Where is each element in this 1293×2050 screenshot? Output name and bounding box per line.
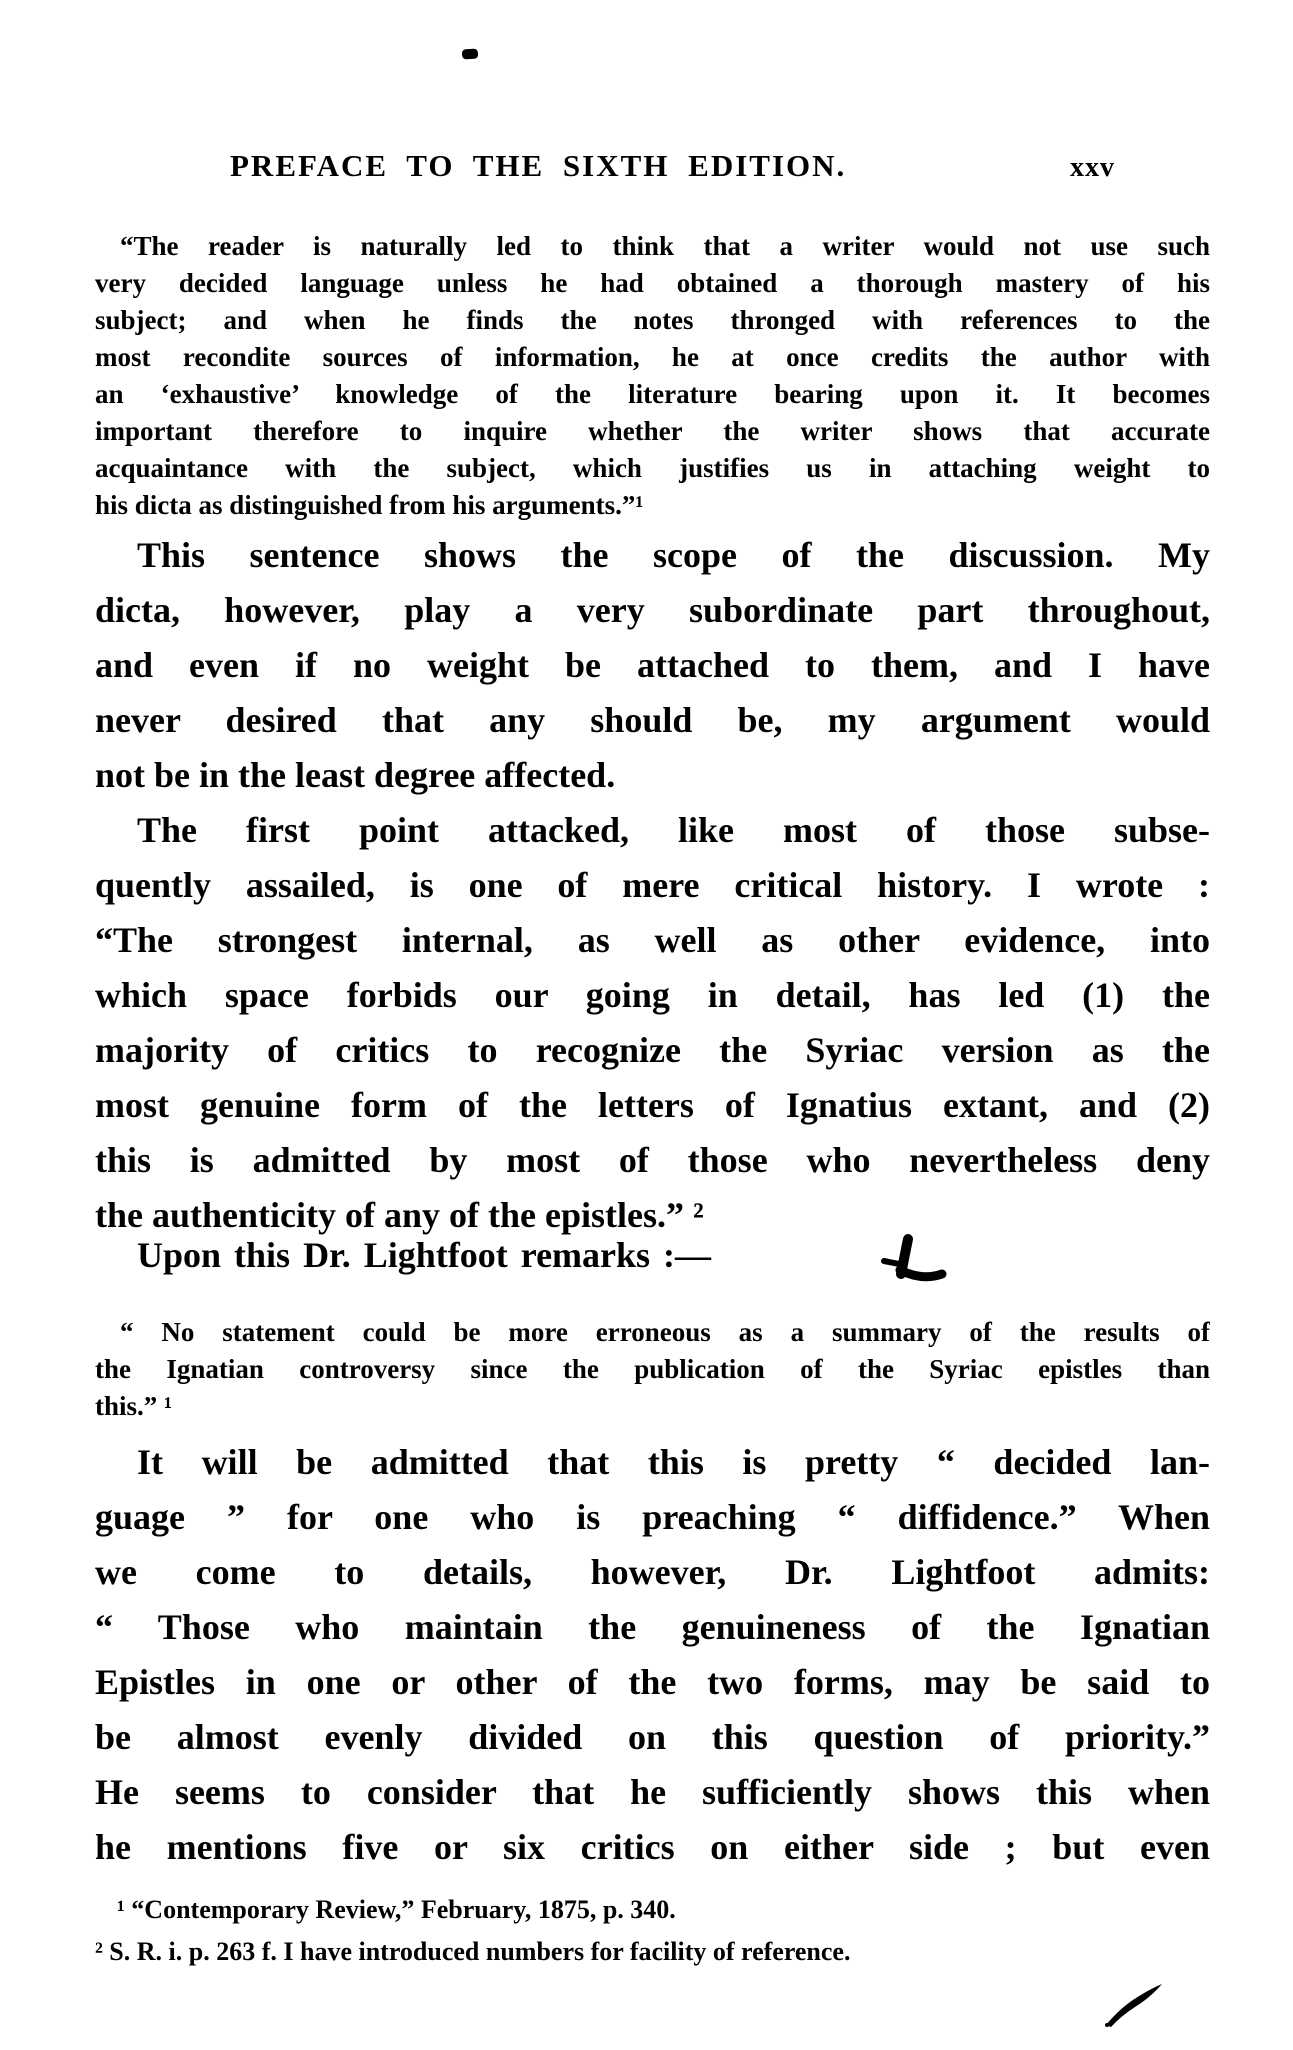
text-line: this.” ¹ bbox=[95, 1391, 173, 1421]
pen-check-mark bbox=[874, 1234, 950, 1288]
text-line: the Ignatian controversy since the publication of the Syriac epistles than bbox=[95, 1354, 1210, 1384]
text-line: never desired that any should be, my argument would bbox=[95, 700, 1210, 740]
text-line: most genuine form of the letters of Ignatius extant, and (2) bbox=[95, 1085, 1210, 1125]
text-line: “The strongest internal, as well as other evidence, into bbox=[95, 920, 1210, 960]
text-line: and even if no weight be attached to them, and I have bbox=[95, 645, 1210, 685]
paragraph-1 bbox=[95, 528, 1210, 803]
text-line: an ‘exhaustive’ knowledge of the literature bearing upon it. It becomes bbox=[95, 379, 1210, 409]
text-line: acquaintance with the subject, which justifies us in attaching weight to bbox=[95, 453, 1210, 483]
text-line: his dicta as distinguished from his arguments.”¹ bbox=[95, 490, 644, 520]
text-line: quently assailed, is one of mere critical history. I wrote : bbox=[95, 865, 1210, 905]
blockquote-1 bbox=[95, 228, 1210, 524]
text-line: he mentions five or six critics on either side ; but even bbox=[95, 1827, 1210, 1867]
text-line: we come to details, however, Dr. Lightfoot admits: bbox=[95, 1552, 1210, 1592]
text-line: which space forbids our going in detail, has led (1) the bbox=[95, 975, 1210, 1015]
footnotes bbox=[95, 1889, 1210, 1973]
text-line: “ Those who maintain the genuineness of the Ignatian bbox=[95, 1607, 1210, 1647]
text-line: dicta, however, play a very subordinate part throughout, bbox=[95, 590, 1210, 630]
text-line: ² S. R. i. p. 263 f. I have introduced numbers for facility of reference. bbox=[95, 1937, 851, 1966]
remark-line: Upon this Dr. Lightfoot remarks :— bbox=[137, 1235, 712, 1275]
pen-swoosh-mark bbox=[1104, 1980, 1164, 2028]
text-line: The first point attacked, like most of those subse- bbox=[137, 810, 1210, 850]
text-line: He seems to consider that he sufficiently shows this when bbox=[95, 1772, 1210, 1812]
text-line: guage ” for one who is preaching “ diffidence.” When bbox=[95, 1497, 1210, 1537]
text-line: Epistles in one or other of the two forms, may be said to bbox=[95, 1662, 1210, 1702]
text-line: “ No statement could be more erroneous as a summary of the results of bbox=[120, 1317, 1210, 1347]
running-title: PREFACE TO THE SIXTH EDITION. bbox=[230, 148, 847, 183]
text-line: “The reader is naturally led to think that a writer would not use such bbox=[120, 231, 1210, 261]
blockquote-2 bbox=[95, 1314, 1210, 1425]
ink-dash-mark bbox=[462, 48, 479, 59]
text-line: important therefore to inquire whether the writer shows that accurate bbox=[95, 416, 1210, 446]
page-number: xxv bbox=[1070, 152, 1115, 183]
text-line: be almost evenly divided on this question of priority.” bbox=[95, 1717, 1210, 1757]
text-line: subject; and when he finds the notes thronged with references to the bbox=[95, 305, 1210, 335]
text-line: It will be admitted that this is pretty “ decided lan- bbox=[137, 1442, 1210, 1482]
text-line: ¹ “Contemporary Review,” February, 1875, p. 340. bbox=[117, 1895, 676, 1924]
paragraph-3 bbox=[95, 1435, 1210, 1875]
text-line: the authenticity of any of the epistles.” ² bbox=[95, 1195, 704, 1235]
text-line: most recondite sources of information, he at once credits the author with bbox=[95, 342, 1210, 372]
text-line: majority of critics to recognize the Syriac version as the bbox=[95, 1030, 1210, 1070]
text-line: not be in the least degree affected. bbox=[95, 755, 616, 795]
text-line: this is admitted by most of those who nevertheless deny bbox=[95, 1140, 1210, 1180]
text-line: This sentence shows the scope of the discussion. My bbox=[137, 535, 1210, 575]
text-line: very decided language unless he had obtained a thorough mastery of his bbox=[95, 268, 1210, 298]
paragraph-2 bbox=[95, 803, 1210, 1243]
